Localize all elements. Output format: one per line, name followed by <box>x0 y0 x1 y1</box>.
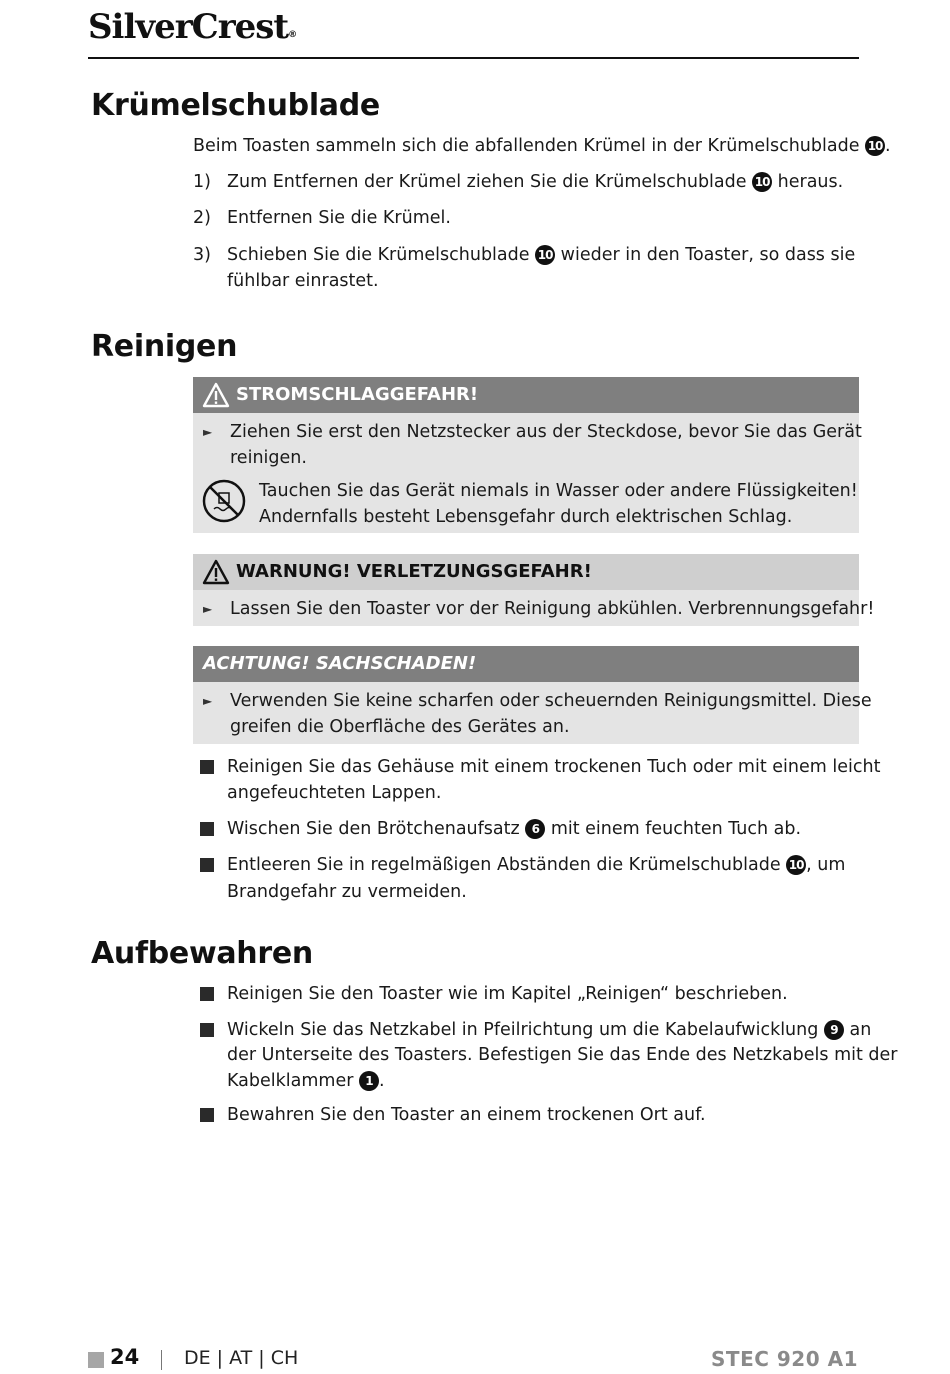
square-bullet-icon <box>200 987 214 1001</box>
ref-10-icon: 10 <box>865 136 885 156</box>
ref-6-icon: 6 <box>525 819 545 839</box>
shock-water-2: Andernfalls besteht Lebensgefahr durch elektrischen Schlag. <box>259 507 793 527</box>
heading-cleaning: Reinigen <box>91 329 238 364</box>
heading-storage: Aufbewahren <box>91 936 313 971</box>
ref-10-icon: 10 <box>786 855 806 875</box>
step-text: Schieben Sie die Krümelschublade 10 wieder in den Toaster, so dass sie <box>227 245 856 265</box>
shock-warning-title: STROMSCHLAGGEFAHR! <box>236 384 479 405</box>
no-immersion-icon <box>202 479 246 523</box>
square-bullet-icon <box>200 760 214 774</box>
arrow-right-icon: ► <box>203 602 213 616</box>
ref-10-icon: 10 <box>535 245 555 265</box>
header-rule <box>88 57 859 59</box>
injury-line-1: Lassen Sie den Toaster vor der Reinigung abkühlen. Verbrennungsgefahr! <box>230 599 875 619</box>
injury-warning-title: WARNUNG! VERLETZUNGSGEFAHR! <box>236 561 592 582</box>
shock-water-1: Tauchen Sie das Gerät niemals in Wasser oder andere Flüssigkeiten! <box>259 481 858 501</box>
step-number: 3) <box>193 245 211 265</box>
storage-bullet-2: Wickeln Sie das Netzkabel in Pfeilrichtung um die Kabelaufwicklung 9 an <box>227 1020 872 1040</box>
step-number: 2) <box>193 208 211 228</box>
shock-line-1: Ziehen Sie erst den Netzstecker aus der Steckdose, bevor Sie das Gerät <box>230 422 862 442</box>
arrow-right-icon: ► <box>203 425 213 439</box>
storage-bullet-1: Reinigen Sie den Toaster wie im Kapitel „Reinigen“ beschrieben. <box>227 984 788 1004</box>
brand-logo: SilverCrest® <box>88 7 297 47</box>
model-number: STEC 920 A1 <box>711 1347 858 1371</box>
storage-bullet-2-cont2: Kabelklammer 1 . <box>227 1071 385 1091</box>
damage-line-2: greifen die Oberfläche des Gerätes an. <box>230 717 570 737</box>
footer-divider <box>161 1350 162 1370</box>
step-text: Entfernen Sie die Krümel. <box>227 208 451 228</box>
cleaning-bullet-3: Entleeren Sie in regelmäßigen Abständen die Krümelschublade 10 , um <box>227 855 846 875</box>
step-text-cont: fühlbar einrastet. <box>227 271 379 291</box>
square-bullet-icon <box>200 858 214 872</box>
step-text: Zum Entfernen der Krümel ziehen Sie die Krümelschublade 10 heraus. <box>227 172 844 192</box>
arrow-right-icon: ► <box>203 694 213 708</box>
ref-1-icon: 1 <box>359 1071 379 1091</box>
shock-line-2: reinigen. <box>230 448 307 468</box>
warning-triangle-icon <box>202 382 230 408</box>
cleaning-bullet-1-cont: angefeuchteten Lappen. <box>227 783 442 803</box>
damage-line-1: Verwenden Sie keine scharfen oder scheuernden Reinigungsmittel. Diese <box>230 691 872 711</box>
page-number: 24 <box>110 1345 140 1369</box>
footer-languages: DE | AT | CH <box>184 1347 299 1369</box>
cleaning-bullet-3-cont: Brandgefahr zu vermeiden. <box>227 882 467 902</box>
damage-notice-title: ACHTUNG! SACHSCHADEN! <box>203 653 477 674</box>
footer-marker <box>88 1352 104 1368</box>
cleaning-bullet-2: Wischen Sie den Brötchenaufsatz 6 mit einem feuchten Tuch ab. <box>227 819 802 839</box>
square-bullet-icon <box>200 1108 214 1122</box>
cleaning-bullet-1: Reinigen Sie das Gehäuse mit einem trockenen Tuch oder mit einem leicht <box>227 757 881 777</box>
warning-triangle-icon <box>202 559 230 585</box>
crumb-intro: Beim Toasten sammeln sich die abfallenden Krümel in der Krümelschublade 10 . <box>193 136 891 156</box>
square-bullet-icon <box>200 1023 214 1037</box>
square-bullet-icon <box>200 822 214 836</box>
step-number: 1) <box>193 172 211 192</box>
heading-crumb-tray: Krümelschublade <box>91 88 380 123</box>
storage-bullet-3: Bewahren Sie den Toaster an einem trockenen Ort auf. <box>227 1105 706 1125</box>
storage-bullet-2-cont: der Unterseite des Toasters. Befestigen Sie das Ende des Netzkabels mit der <box>227 1045 898 1065</box>
ref-10-icon: 10 <box>752 172 772 192</box>
ref-9-icon: 9 <box>824 1020 844 1040</box>
